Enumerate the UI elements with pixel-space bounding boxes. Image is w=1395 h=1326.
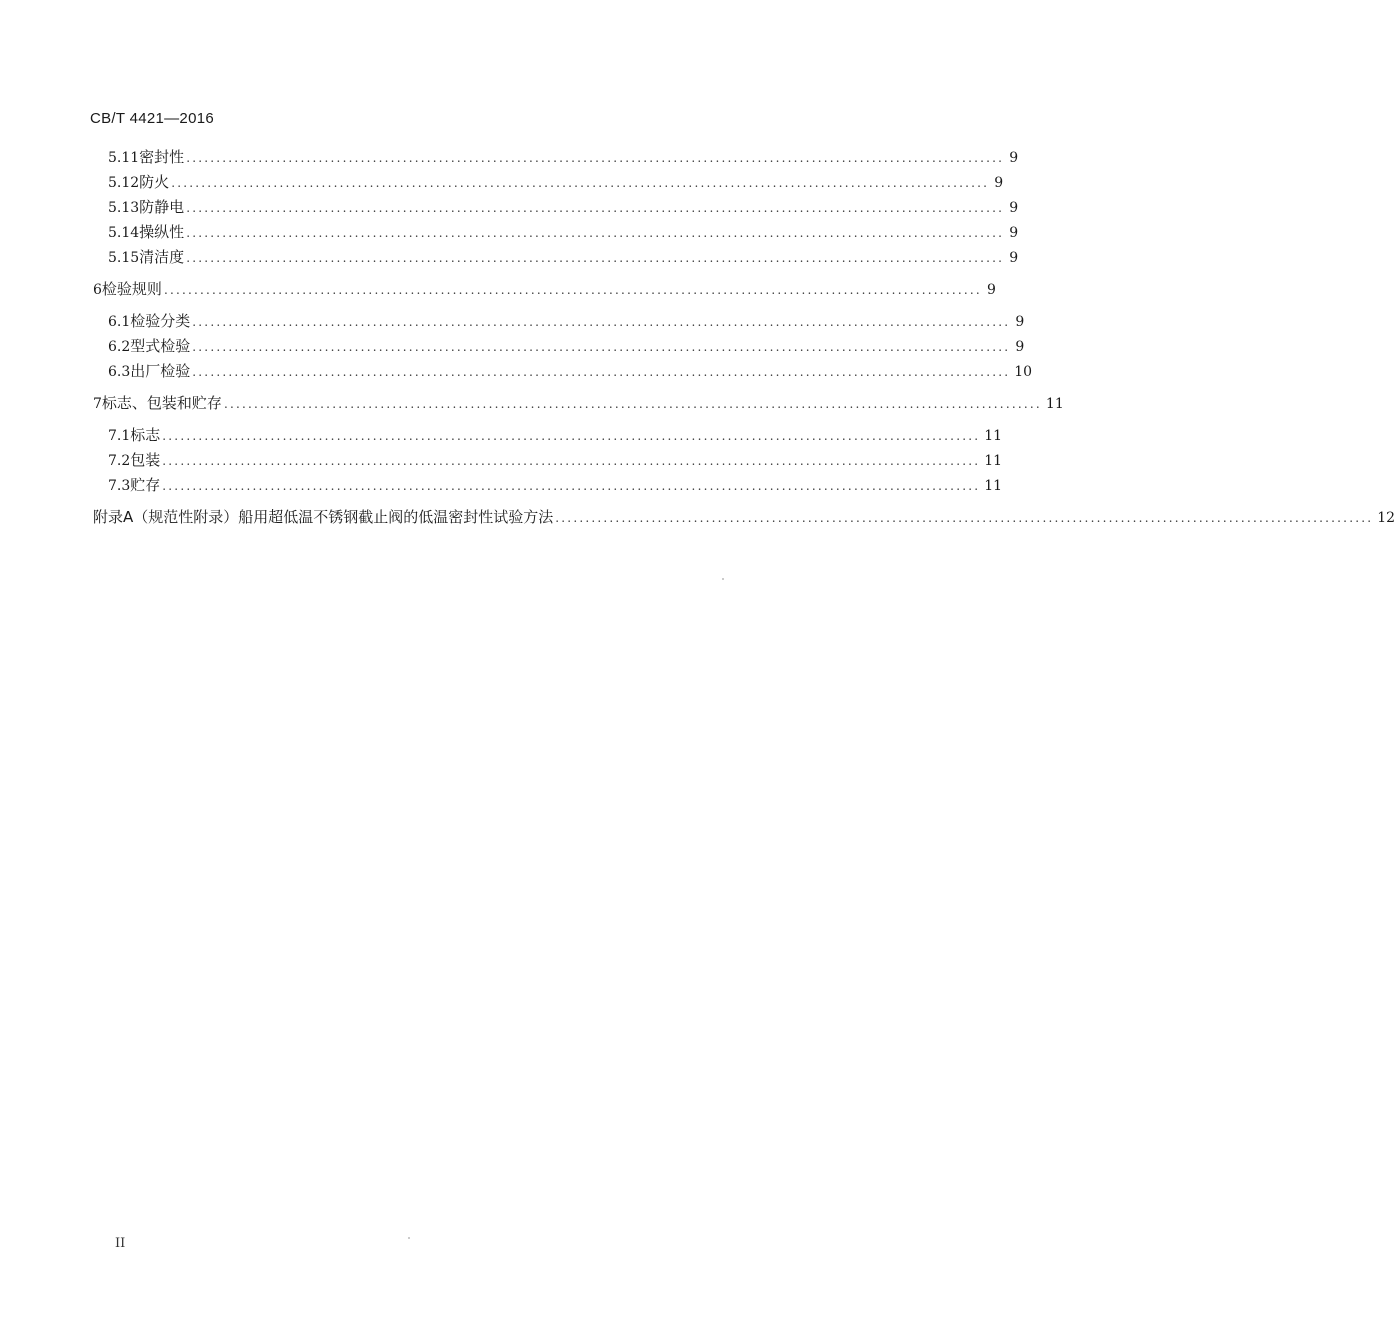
toc-entry-6-1[interactable] [108, 310, 1025, 332]
toc-entry-title: 包装 [130, 451, 161, 469]
toc-entry-number: 7.3 [108, 478, 131, 494]
toc-entry-page: 11 [984, 453, 1003, 469]
toc-leader-dots: ........................................................................................................................................ [186, 201, 1005, 215]
toc-entry-title: 防火 [139, 173, 170, 191]
scan-speck [408, 1237, 410, 1239]
toc-leader-dots: ........................................................................................................................................ [186, 226, 1005, 240]
toc-leader-dots: ........................................................................................................................................ [186, 151, 1005, 165]
toc-entry-7-3[interactable] [108, 474, 1003, 496]
toc-entry-title: 密封性 [139, 148, 185, 166]
toc-entry-page: 9 [1009, 150, 1019, 166]
toc-entry-number: 附录A（规范性附录） [93, 508, 239, 526]
toc-entry-5-11[interactable] [108, 146, 1019, 168]
toc-entry-page: 9 [1009, 225, 1019, 241]
toc-entry-page: 9 [1015, 339, 1025, 355]
toc-entry-page: 11 [984, 478, 1003, 494]
toc-entry-number: 5.13 [108, 200, 140, 216]
toc-leader-dots: ........................................................................................................................................ [162, 429, 981, 443]
toc-entry-title: 防静电 [139, 198, 185, 216]
toc-leader-dots: ........................................................................................................................................ [171, 176, 990, 190]
toc-entry-page: 9 [994, 175, 1004, 191]
toc-entry-appendix-a[interactable] [93, 506, 1395, 528]
toc-entry-number: 7.1 [108, 428, 131, 444]
toc-entry-number: 5.15 [108, 250, 140, 266]
toc-entry-title: 型式检验 [130, 337, 191, 355]
toc-entry-number: 6.1 [108, 314, 131, 330]
toc-entry-page: 9 [1009, 200, 1019, 216]
scan-speck [722, 578, 724, 580]
toc-entry-number: 5.11 [108, 150, 140, 166]
toc-entry-title: 操纵性 [139, 223, 185, 241]
toc-entry-number: 7.2 [108, 453, 131, 469]
toc-leader-dots: ........................................................................................................................................ [192, 340, 1011, 354]
toc-entry-title: 检验分类 [130, 312, 191, 330]
document-code: CB/T 4421—2016 [90, 110, 215, 127]
toc-entry-5-15[interactable] [108, 246, 1019, 268]
toc-entry-7-1[interactable] [108, 424, 1003, 446]
toc-entry-7-2[interactable] [108, 449, 1003, 471]
toc-entry-page: 9 [1015, 314, 1025, 330]
toc-entry-5-14[interactable] [108, 221, 1019, 243]
toc-leader-dots: ........................................................................................................................................ [555, 511, 1374, 525]
toc-leader-dots: ........................................................................................................................................ [163, 283, 982, 297]
toc-entry-6-3[interactable] [108, 360, 1033, 382]
toc-entry-number: 6 [93, 282, 102, 298]
toc-entry-title: 清洁度 [139, 248, 185, 266]
toc-entry-title: 标志、包装和贮存 [101, 394, 222, 412]
toc-entry-number: 5.14 [108, 225, 140, 241]
toc-leader-dots: ........................................................................................................................................ [223, 397, 1042, 411]
toc-entry-page: 11 [984, 428, 1003, 444]
toc-entry-title: 船用超低温不锈钢截止阀的低温密封性试验方法 [238, 508, 554, 526]
toc-entry-page: 9 [1009, 250, 1019, 266]
toc-entry-number: 7 [93, 396, 102, 412]
toc-entry-5-13[interactable] [108, 196, 1019, 218]
toc-leader-dots: ........................................................................................................................................ [192, 365, 1011, 379]
toc-entry-page: 11 [1045, 396, 1064, 412]
toc-leader-dots: ........................................................................................................................................ [186, 251, 1005, 265]
toc-leader-dots: ........................................................................................................................................ [192, 315, 1011, 329]
page-number: II [115, 1236, 126, 1251]
toc-entry-5-12[interactable] [108, 171, 1004, 193]
toc-entry-6-2[interactable] [108, 335, 1025, 357]
toc-entry-7[interactable] [93, 392, 1064, 414]
toc-entry-title: 标志 [130, 426, 161, 444]
toc-entry-title: 贮存 [130, 476, 161, 494]
toc-entry-page: 10 [1014, 364, 1033, 380]
toc-entry-title: 检验规则 [101, 280, 162, 298]
toc-entry-number: 6.2 [108, 339, 131, 355]
toc-entry-page: 9 [986, 282, 996, 298]
toc-leader-dots: ........................................................................................................................................ [162, 479, 981, 493]
toc-entry-page: 12 [1377, 510, 1395, 526]
toc-entry-number: 6.3 [108, 364, 131, 380]
toc-entry-6[interactable] [93, 278, 996, 300]
toc-entry-title: 出厂检验 [130, 362, 191, 380]
toc-leader-dots: ........................................................................................................................................ [162, 454, 981, 468]
toc-entry-number: 5.12 [108, 175, 140, 191]
